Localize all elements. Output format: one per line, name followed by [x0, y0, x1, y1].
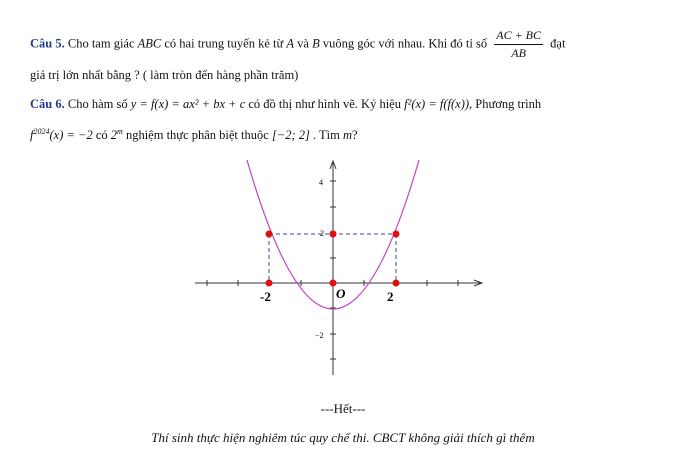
q5-line-2: giá trị lớn nhất bằng ? ( làm tròn đến hàng phần trăm): [30, 68, 299, 82]
end-marker: ---Hết---: [320, 401, 366, 416]
q6-text-a: Cho hàm số: [67, 97, 128, 111]
q6-count-base: 2: [110, 128, 118, 143]
point-0-2: [330, 231, 337, 238]
point-2-0: [393, 280, 400, 287]
q5-line-1: [30, 28, 565, 61]
origin-label: O: [336, 286, 346, 301]
q5-text-c: và: [297, 36, 309, 51]
q5-fraction: [494, 28, 543, 61]
q5-text-e: đạt: [550, 36, 566, 51]
q6-unknown-m: m: [343, 128, 353, 143]
q6-text-d: có: [95, 128, 108, 143]
point-neg2-0: [266, 280, 273, 287]
x-label-neg2: -2: [260, 289, 271, 304]
q6-line-1: [30, 97, 541, 112]
q6-text-f: . Tìm: [313, 128, 340, 143]
q6-eq-exponent: 2024: [33, 127, 50, 136]
footer-note: Thí sinh thực hiện nghiêm túc quy chế thi. CBCT không giải thích gì thêm: [151, 430, 535, 445]
point-2-2: [393, 231, 400, 238]
q6-number: Câu 6.: [30, 97, 65, 111]
q6-count-exponent: m: [117, 127, 123, 136]
q5-fraction-denominator: AB: [511, 46, 526, 60]
y-label-2: 2: [320, 229, 324, 238]
q5-text-d: vuông góc với nhau. Khi đó tỉ số: [322, 36, 488, 51]
q5-number: Câu 5.: [30, 36, 65, 51]
q6-function: y = f(x) = ax² + bx + c: [130, 97, 246, 111]
q6-text-e: nghiệm thực phân biệt thuộc: [125, 128, 269, 143]
q5-text-a: Cho tam giác: [67, 36, 135, 51]
q6-text-b: có đồ thị như hình vẽ. Ký hiệu: [248, 97, 401, 111]
q6-eq-f: f: [30, 128, 34, 143]
q5-triangle: ABC: [137, 36, 162, 51]
q6-count: [111, 128, 123, 142]
q6-composition-def: f²(x) = f(f(x)): [404, 97, 470, 111]
q5-fraction-numerator: AC + BC: [494, 28, 543, 45]
q6-line-2: [30, 127, 358, 143]
y-label-neg2: −2: [315, 331, 324, 340]
q5-vertex-b: B: [312, 36, 320, 51]
q5-vertex-a: A: [286, 36, 295, 51]
y-label-4: 4: [319, 178, 323, 187]
point-neg2-2: [266, 231, 273, 238]
q6-equation: [30, 128, 93, 142]
q6-text-g: ?: [352, 128, 358, 143]
parabola-graph: [190, 155, 490, 380]
q6-text-c: , Phương trình: [469, 97, 542, 111]
q6-interval: [−2; 2]: [271, 128, 310, 143]
q5-text-b: có hai trung tuyến kẻ từ: [164, 36, 284, 51]
x-label-2: 2: [387, 289, 394, 304]
q6-eq-rest: (x) = −2: [49, 128, 93, 143]
